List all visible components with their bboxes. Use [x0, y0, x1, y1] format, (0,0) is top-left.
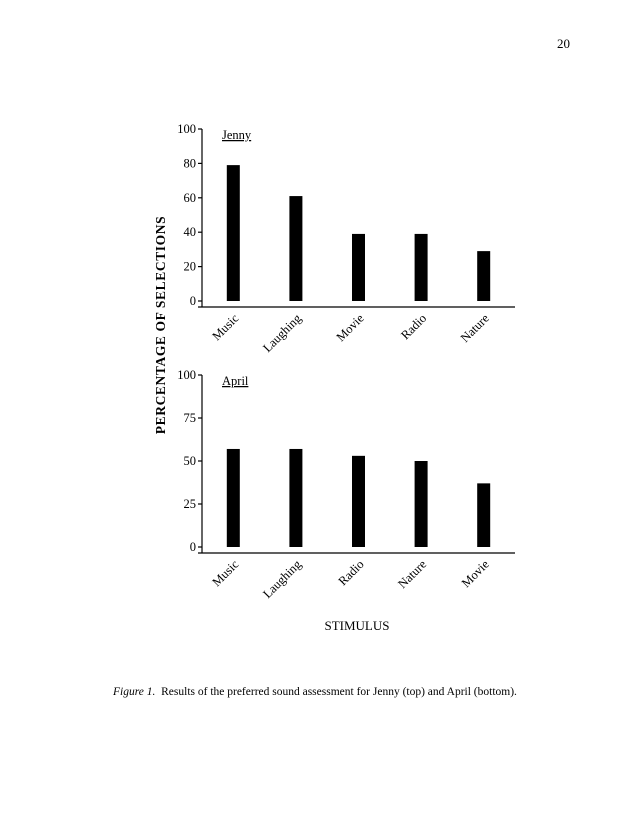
chart-jenny [177, 122, 515, 355]
x-tick-label-music: Music [209, 557, 242, 590]
y-tick-label: 80 [183, 156, 196, 171]
y-tick-label: 100 [177, 368, 196, 382]
bar-april-movie [477, 483, 490, 547]
bar-april-music [227, 449, 240, 547]
y-tick-label: 100 [177, 122, 196, 136]
bar-jenny-movie [352, 234, 365, 301]
bar-jenny-nature [477, 251, 490, 301]
x-tick-label-movie: Movie [458, 557, 492, 591]
caption-text: Results of the preferred sound assessment for Jenny (top) and April (bottom). [161, 686, 517, 698]
x-tick-label-music: Music [209, 311, 242, 344]
y-tick-label: 40 [183, 225, 196, 240]
bar-jenny-music [227, 165, 240, 301]
x-axis-label: STIMULUS [324, 618, 390, 633]
bar-jenny-laughing [289, 196, 302, 301]
bar-jenny-radio [415, 234, 428, 301]
x-tick-label-radio: Radio [398, 311, 430, 343]
y-tick-label: 20 [183, 259, 196, 274]
caption-label: Figure 1. [113, 686, 156, 698]
y-tick-label: 0 [189, 540, 196, 554]
y-axis-label: PERCENTAGE OF SELECTIONS [153, 215, 168, 435]
chart-april [177, 368, 515, 601]
x-tick-label-laughing: Laughing [260, 557, 305, 602]
bar-april-radio [352, 456, 365, 547]
figure-caption [113, 686, 583, 698]
y-tick-label: 60 [183, 190, 196, 205]
x-tick-label-nature: Nature [395, 557, 430, 592]
x-tick-label-laughing: Laughing [260, 311, 305, 356]
bar-april-nature [415, 461, 428, 547]
x-tick-label-movie: Movie [333, 311, 367, 345]
y-tick-label: 50 [183, 454, 196, 468]
x-tick-label-nature: Nature [457, 311, 492, 346]
bar-april-laughing [289, 449, 302, 547]
x-tick-label-radio: Radio [335, 557, 367, 589]
panel-label-jenny: Jenny [222, 128, 252, 142]
y-tick-label: 75 [183, 411, 196, 425]
y-tick-label: 25 [183, 497, 196, 511]
panel-label-april: April [222, 374, 249, 388]
page-number: 20 [557, 36, 570, 51]
y-tick-label: 0 [189, 294, 196, 308]
